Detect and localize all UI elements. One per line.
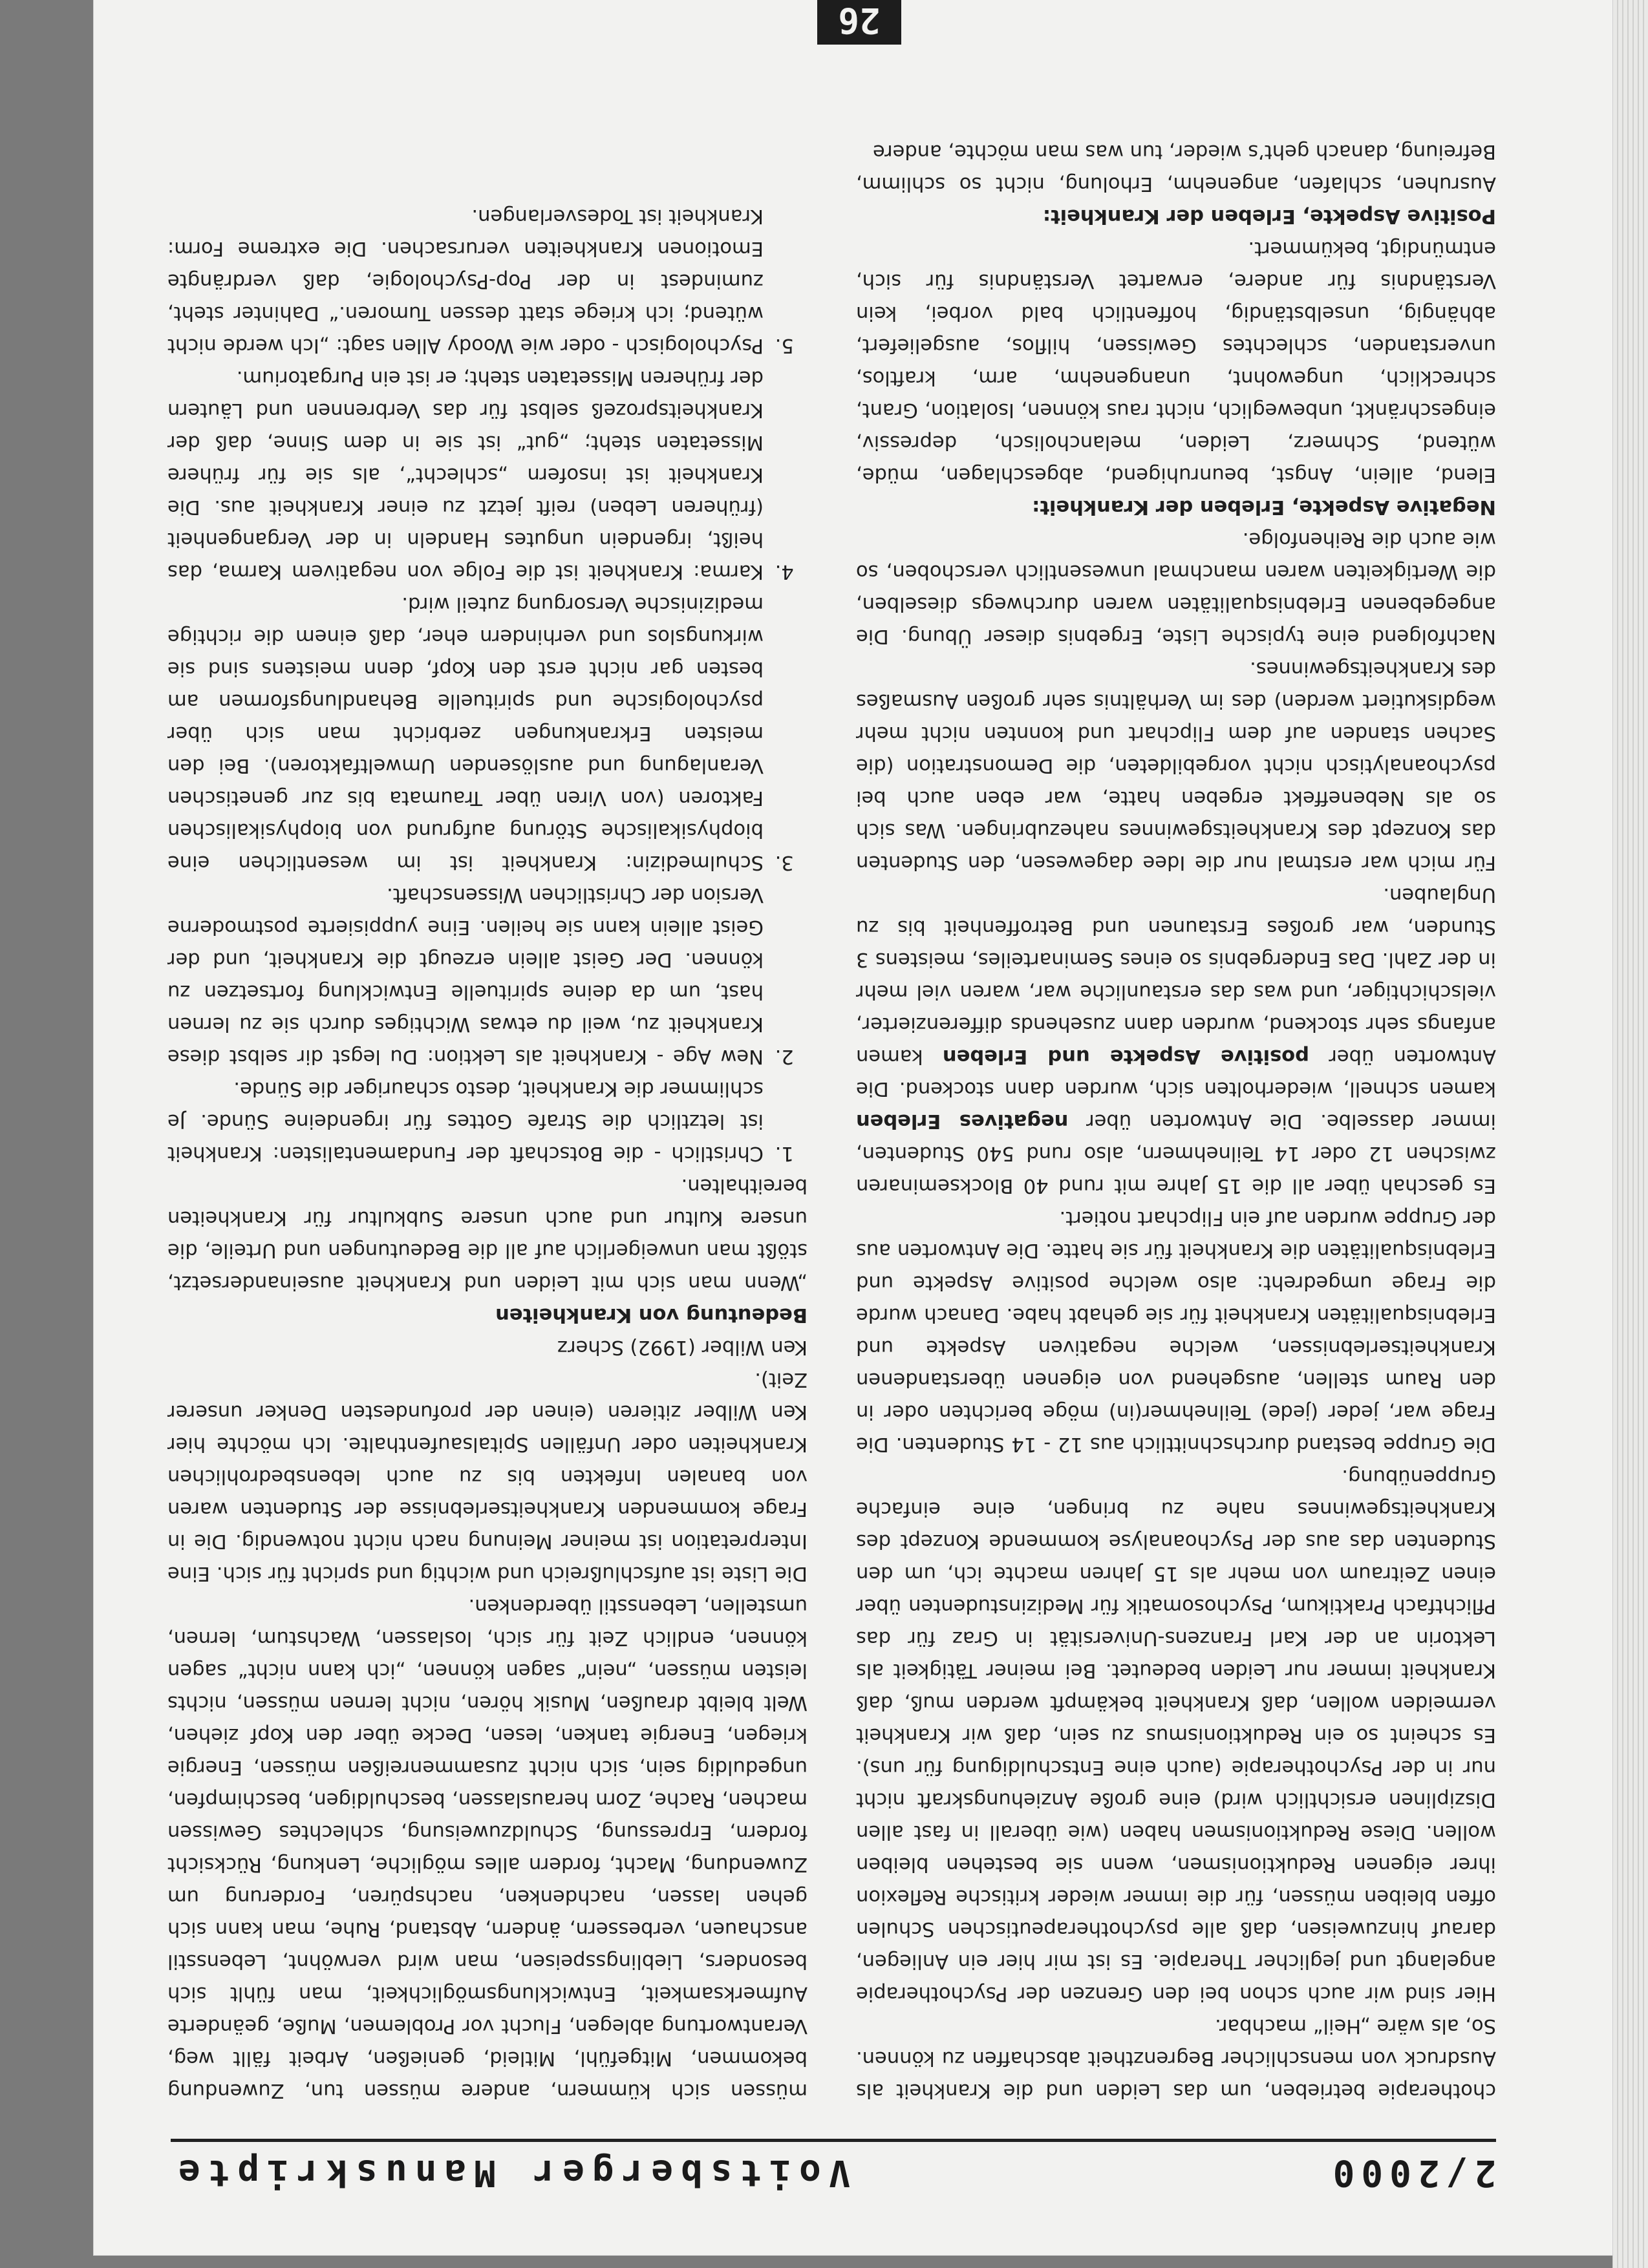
paper-page: [94, 0, 1612, 2255]
subheading-quote: Bedeutung von Krankheiten: [495, 1304, 808, 1326]
meaning-list: [167, 200, 808, 1169]
paragraph: müssen sich kümmern, andere müssen tun, Zuwendung bekommen, Mitgefühl, Mitleid, genießen, Arbeit fällt weg, Verantwortung ablegen, Flucht vor Problemen, Muße, geänderte Aufmerksamkeit, Entwicklungsmöglichkeit, man fühlt sich besonders, Lieblingsspeisen, man wird verwöhnt, Lebensstil anschauen, verbessern, ändern, Abstand, Ruhe, man kann sich gehen lassen, nachdenken, nachspüren, Forderung um Zuwendung, Macht, fordern alles mögliche, Lenkung, Rücksicht fordern, Erpressung, Schuldzuweisung, schlechtes Gewissen machen, Rache, Zorn herauslassen, beschuldigen, beschimpfen, ungeduldig sein, sich nicht zusammenreißen müssen, Energie kriegen, Energie tanken, lesen, Decke über den Kopf ziehen, Welt bleibt draußen, Musik hören, nicht lernen müssen, nichts leisten müssen, „nein“ sagen können, „ich kann nicht“ sagen können, endlich Zeit für sich, loslassen, Wachstum, lernen, umstellen, Lebensstil überdenken.: [167, 1595, 808, 2102]
subheading-negative: Negative Aspekte, Erleben der Krankheit:: [1032, 496, 1496, 518]
citation: Ken Wilber (1992) Scherz: [557, 1336, 808, 1359]
text-run: kamen anfangs sehr stockend, wurden dann zusehends differenzierter, vielschichtiger, und was das erstaunliche war, waren viel mehr in der Zahl. Das Endergebnis so eines Seminarteiles, meistens 3 Stunden, war großes Erstaunen und Betroffenheit bis zu Unglauben.: [856, 884, 1496, 1068]
paragraph: „Wenn man sich mit Leiden und Krankheit auseinandersetzt, stößt man unweigerlich auf all die Bedeutungen und Urteile, die unsere Kultur und auch unsere Subkultur für Krankheiten bereithalten.: [167, 1174, 808, 1294]
issue-number: 2/2000: [1326, 2152, 1496, 2194]
paragraph: Nachfolgend eine typische Liste, Ergebnis dieser Übung. Die angegebenen Erlebnisqualitäten waren durchwegs dieselben, die Wertigkeiten waren manchmal unwesentlich verschoben, so wie auch die Reihenfolge.: [856, 528, 1496, 648]
list-item: 4. Karma: Krankheit ist die Folge von negativem Karma, das heißt, irgendein ungutes Handeln in der Vergangenheit (früheren Leben) reift jetzt zu einer Krankheit aus. Die Krankheit ist insofern „schlecht“, als sie für frühere Missetaten steht; „gut“ ist sie in dem Sinne, daß der Krankheitsprozeß selbst für das Verbrennen und Läutern der früheren Missetaten steht; er ist ein Purgatorium.: [167, 361, 769, 588]
bold-run: positive Aspekte und Erleben: [942, 1045, 1310, 1068]
paragraph: Hier sind wir auch schon bei den Grenzen der Psychotherapie angelangt und jeglicher Therapie. Es ist mir hier ein Anliegen, darauf hinzuweisen, daß alle psychotherapeutischen Schulen offen bleiben müssen, für die immer wieder kritische Reflexion ihrer eigenen Reduktionismen, wenn sie bestehen bleiben wollen. Diese Reduktionismen haben (wie überall in fast allen Disziplinen ersichtlich wird) eine große Anziehungskraft nicht nur in der Psychotherapie (auch eine Entschuldigung für uns). Es scheint so ein Reduktionismus zu sein, daß wir Krankheit vermeiden wollen, daß Krankheit bekämpft werden muß, daß Krankheit immer nur Leiden bedeutet. Bei meiner Tätigkeit als Lektorin an der Karl Franzens-Universität in Graz für das Pflichtfach Praktikum, Psychosomatik für Medizinstudenten über einen Zeitraum von mehr als 15 Jahren machte ich, um den Studenten das aus der Psychoanalyse kommende Konzept des Krankheitsgewinnes nahe zu bringen, eine einfache Gruppenübung.: [856, 1465, 1496, 2005]
paragraph: Die Gruppe bestand durchschnittlich aus 12 - 14 Studenten. Die Frage war, jeder (jede) Teilnehmer(in) möge berichten oder in den Raum stellen, ausgehend von eigenen überstandenen Krankheitserlebnissen, welche negativen Aspekte und Erlebnisqualitäten Krankheit für sie gehabt habe. Danach wurde die Frage umgedreht: also welche positive Aspekte und Erlebnisqualitäten die Krankheit für sie hatte. Die Antworten aus der Gruppe wurden auf ein Flipchart notiert.: [856, 1207, 1496, 1456]
paragraph: [856, 878, 1496, 1202]
journal-title: Voitsberger Manuskripte: [171, 2152, 851, 2194]
paragraph: Für mich war erstmal nur die Idee dagewesen, den Studenten das Konzept des Krankheitsgewinnes nahezubringen. Was sich so als Nebeneffekt ergeben hatte, war eben auch bei psychoanalytisch nicht vorgebildeten, die Demonstration (die Sachen standen auf dem Flipchart und konnten nicht mehr wegdiskutiert werden) des im Verhältnis sehr großen Ausmaßes des Krankheitsgewinnes.: [856, 657, 1496, 874]
paragraph: chotherapie betrieben, um das Leiden und die Krankheit als Ausdruck von menschlicher Begrenztheit abschaffen zu können. So, als wäre „Heil“ machbar.: [856, 2015, 1496, 2102]
bold-run: negatives Erleben: [855, 1110, 1069, 1132]
text-run: kamen schnell, wiederholten sich, wurden dann stockend. Die Antworten über: [856, 1045, 1496, 1100]
list-item: 5. Psychologisch - oder wie Woody Allen sagt: „Ich werde nicht wütend; ich kriege statt dessen Tumoren.“ Dahinter steht, zumindest in der Pop-Psychologie, daß verdrängte Emotionen Krankheiten verursachen. Die extreme Form: Krankheit ist Todesverlangen.: [167, 200, 769, 361]
page-edges: [1612, 0, 1648, 2268]
text-run: Es geschah über all die 15 Jahre mit rund 40 Blockseminaren zwischen 12 oder 14 Teilnehmern, also rund 540 Studenten, immer dasselbe. Die Antworten über: [856, 1110, 1496, 1197]
running-header: [171, 2139, 1496, 2200]
list-item: 1. Christlich - die Botschaft der Fundamentalisten: Krankheit ist letztlich die Strafe Gottes für irgendeine Sünde. Je schlimmer die Krankheit, desto schauriger die Sünde.: [167, 1072, 769, 1169]
subheading-positive: Positive Aspekte, Erleben der Krankheit:: [1042, 205, 1496, 228]
page-number: 26: [817, 0, 901, 45]
left-column: [855, 140, 1496, 2106]
list-item: 2. New Age - Krankheit als Lektion: Du legst dir selbst diese Krankheit zu, weil du etwas Wichtiges durch sie zu lernen hast, um da deine spirituelle Entwicklung fortsetzen zu können. Der Geist allein erzeugt die Krankheit, und der Geist allein kann sie heilen. Eine yuppisierte postmoderne Version der Christlichen Wissenschaft.: [167, 878, 769, 1072]
paragraph: Ausruhen, schlafen, angenehm, Erholung, nicht so schlimm, Befreiung, danach geht’s wieder, tun was man möchte, andere: [856, 140, 1496, 195]
paragraph: Elend, allein, Angst, beunruhigend, abgeschlagen, müde, wütend, Schmerz, Leiden, melancholisch, depressiv, eingeschränkt, unbeweglich, nicht raus können, Isolation, Grant, schrecklich, ungewohnt, unangenehm, arm, kraftlos, unverstanden, schlechtes Gewissen, hilflos, ausgeliefert, abhängig, unselbständig, hoffentlich bald vorbei, kein Verständnis für andere, erwartet Verständnis für sich, entmündigt, bekümmert.: [856, 237, 1496, 486]
paragraph: Die Liste ist aufschlußreich und wichtig und spricht für sich. Eine Interpretation ist meiner Meinung nach nicht notwendig. Die in Frage kommenden Krankheitserlebnisse der Studenten waren von banalen Infekten bis zu auch lebensbedrohlichen Krankheiten oder Unfällen Spitalsaufenthalte. Ich möchte hier Ken Wilber zitieren (einen der profundesten Denker unserer Zeit).: [167, 1368, 808, 1585]
right-column: [167, 154, 808, 2106]
list-item: 3. Schulmedizin: Krankheit ist im wesentlichen eine biophysikalische Störung aufgrund von biophysikalischen Faktoren (von Viren über Traumata bis zur genetischen Veranlagung und auslösenden Umweltfaktoren). Bei den meisten Erkrankungen zerbricht man sich über psychologische und spirituelle Behandlungsformen am besten gar nicht erst den Kopf, denn meistens sind sie wirkungslos und verhindern eher, daß einem die richtige medizinische Versorgung zuteil wird.: [167, 588, 769, 878]
